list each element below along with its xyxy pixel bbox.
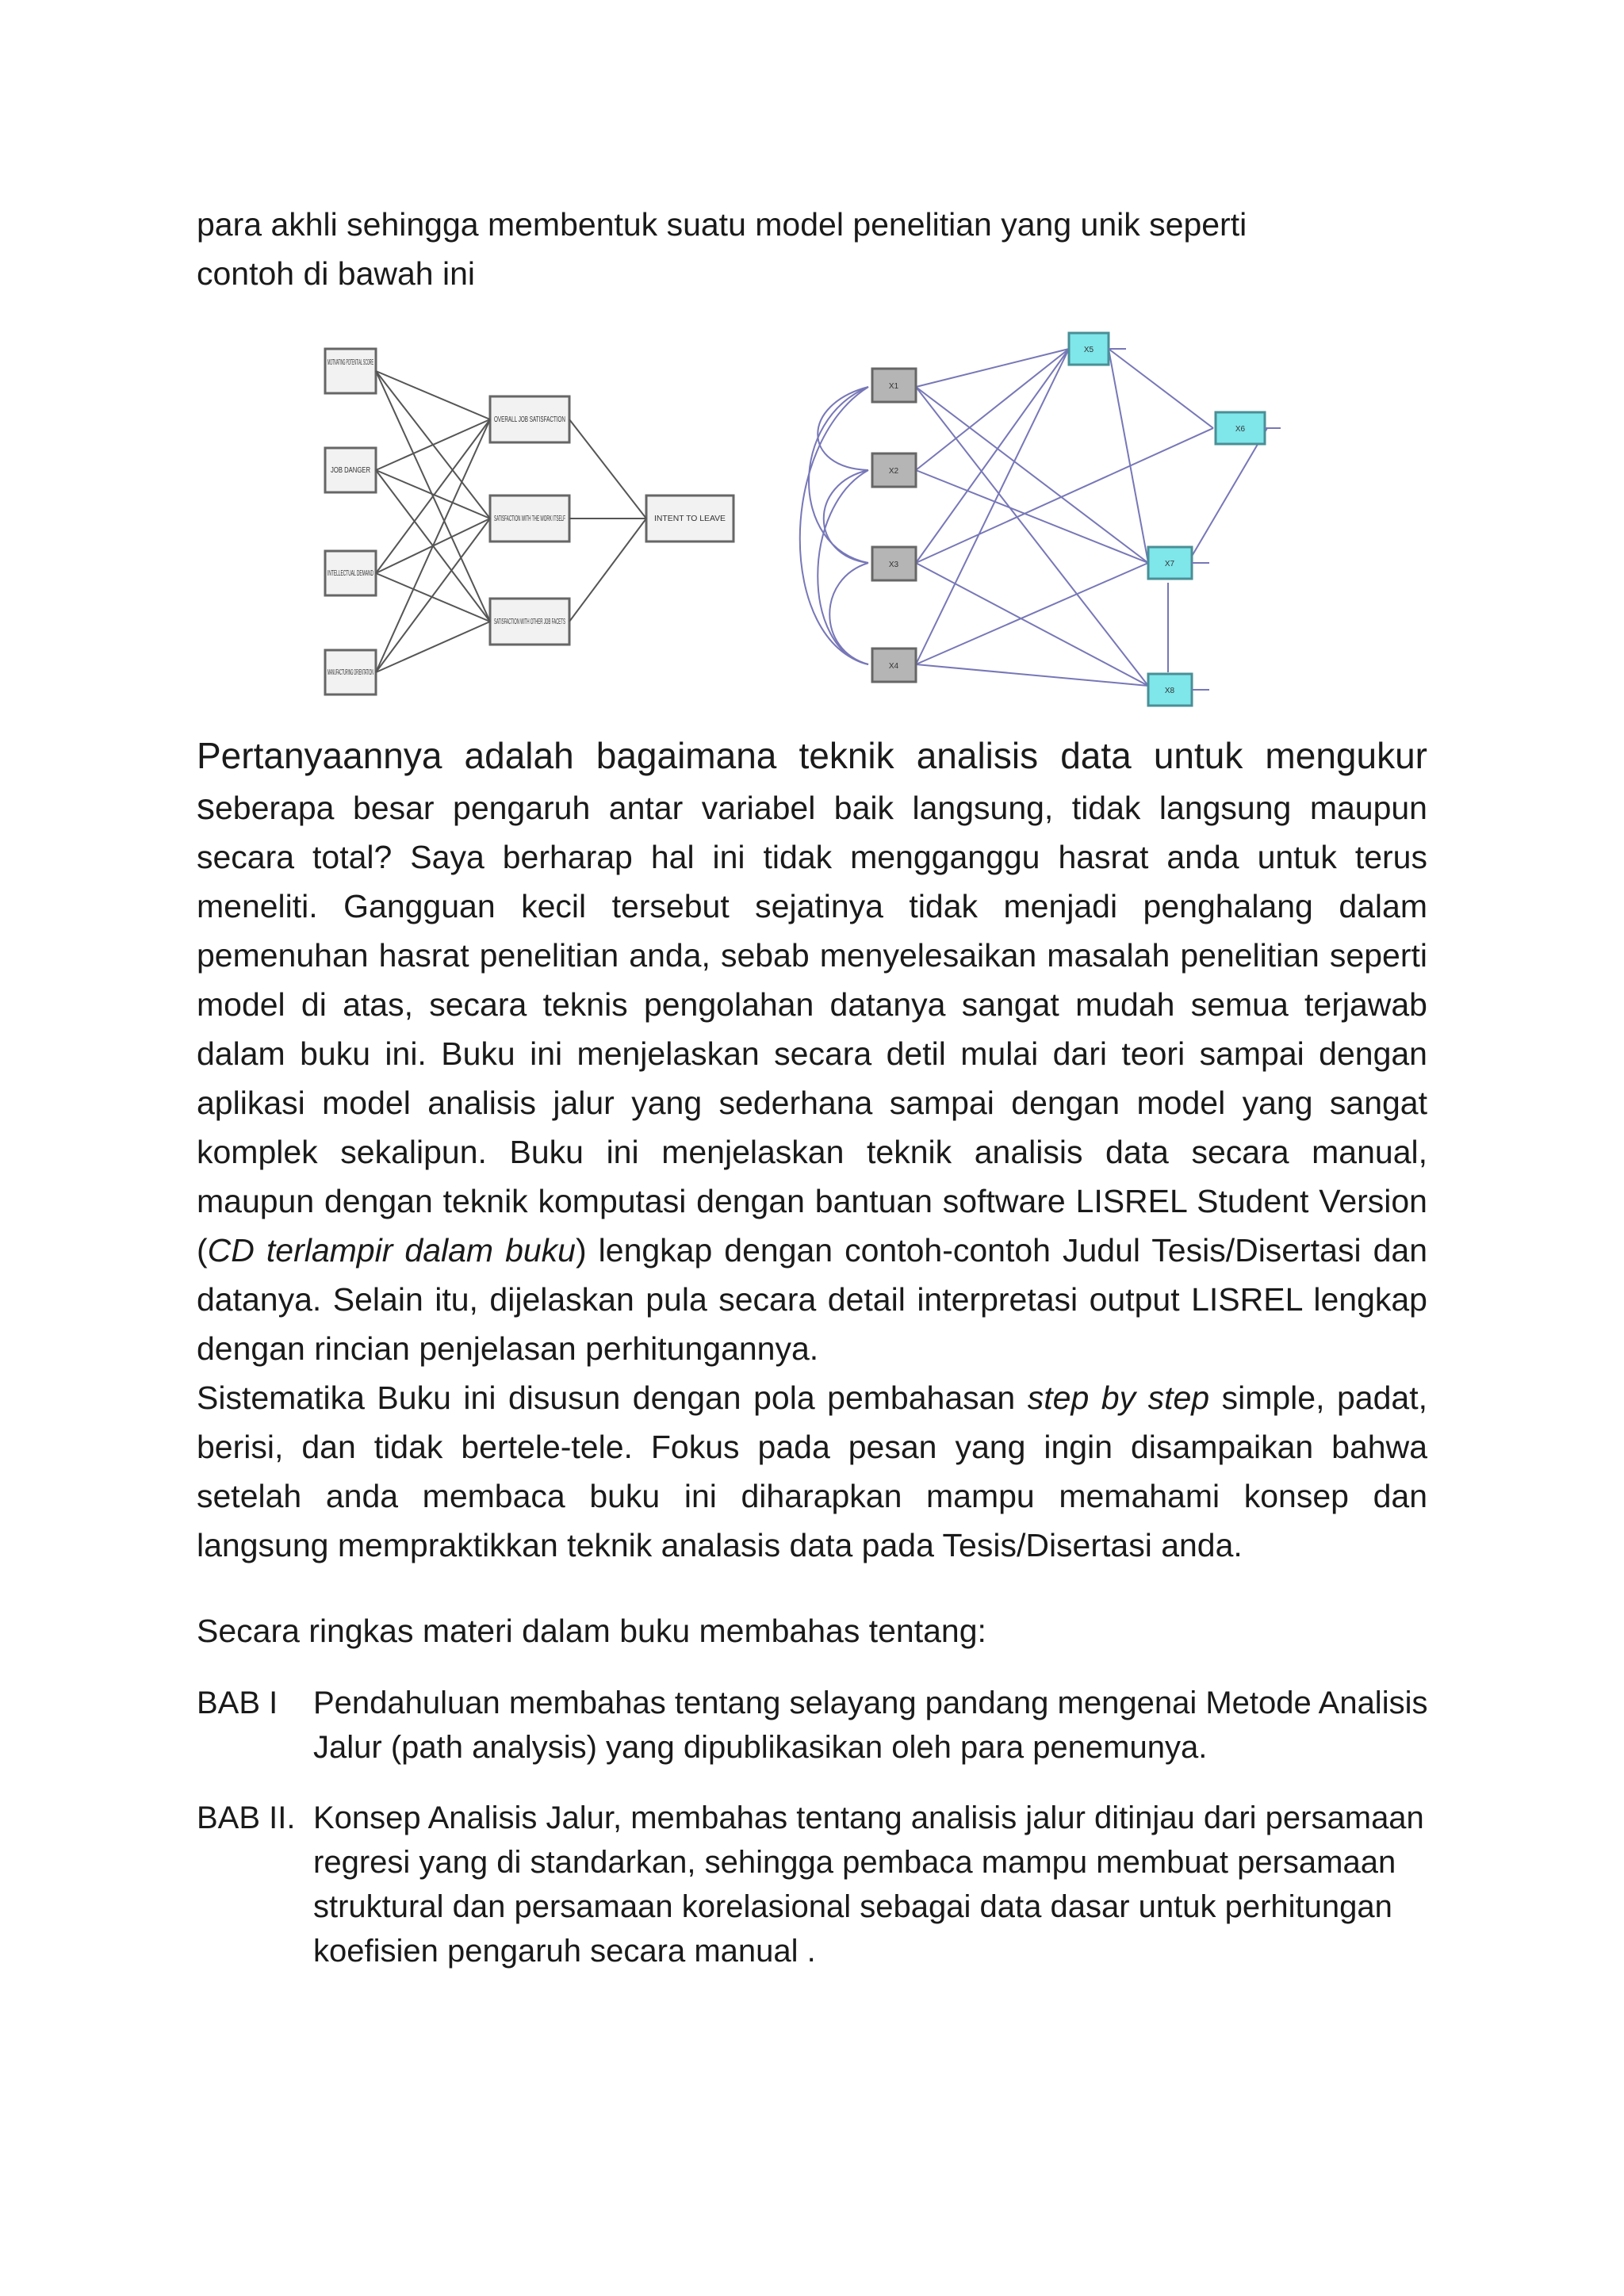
figure2-correlation-arcs bbox=[800, 387, 868, 664]
bab-1-text: Pendahuluan membahas tentang selayang pandang mengenai Metode Analisis Jalur (path analysis) yang dipublikasikan oleh para penemunya. bbox=[313, 1686, 1428, 1765]
question-italic-cd: CD terlampir dalam buku bbox=[207, 1232, 576, 1269]
question-part-4: simple, padat, berisi, dan tidak bertele-tele. Fokus pada pesan yang ingin disampaikan bahwa setelah anda membaca buku ini diharapkan mampu memahami konsep dan langsung mempraktikkan teknik analasis data pada Tesis/Disertasi anda. bbox=[197, 1380, 1427, 1563]
question-part-2: ) lengkap dengan contoh-contoh Judul Tesis/Disertasi dan datanya. Selain itu, dijelaskan pula secara detail interpretasi output LISREL lengkap dengan rincian penjelasan perhitungannya. bbox=[197, 1232, 1427, 1367]
label-motivating: MOTIVATING POTENTIAL SCORE bbox=[327, 358, 374, 367]
node-x5-label: X5 bbox=[1083, 346, 1094, 354]
label-overall: OVERALL JOB SATISFACTION bbox=[494, 415, 565, 424]
box-motivating-potential bbox=[325, 349, 376, 393]
question-lead: Pertanyaannya adalah bagaimana teknik analisis data untuk mengukur bbox=[197, 735, 1427, 776]
question-first-letter: s bbox=[197, 786, 215, 827]
intro-line-2: contoh di bawah ini bbox=[197, 255, 476, 292]
label-manufacturing: MANUFACTURING ORIENTATION bbox=[327, 668, 373, 677]
figure2-paths bbox=[916, 349, 1267, 686]
figure2-error-arrows bbox=[1109, 349, 1281, 690]
node-x1-label: X1 bbox=[888, 382, 899, 391]
intro-paragraph bbox=[197, 200, 1427, 298]
summary-intro: Secara ringkas materi dalam buku membahas tentang: bbox=[197, 1613, 986, 1649]
question-paragraph bbox=[197, 731, 1427, 1570]
node-x6-label: X6 bbox=[1235, 425, 1246, 434]
bab-1-item bbox=[197, 1681, 1434, 1770]
intro-line-1: para akhli sehingga membentuk suatu model penelitian yang unik seperti bbox=[197, 206, 1247, 243]
label-intent: INTENT TO LEAVE bbox=[654, 515, 726, 523]
bab-2-text: Konsep Analisis Jalur, membahas tentang analisis jalur ditinjau dari persamaan regresi yang di standarkan, sehingga pembaca mampu membuat persamaan struktural dan persamaan korelasional sebagai data dasar untuk perhitungan koefisien pengaruh secara manual . bbox=[313, 1800, 1424, 1969]
label-work-itself: SATISFACTION WITH THE WORK ITSELF bbox=[494, 515, 565, 523]
bab-2-item bbox=[197, 1796, 1434, 1973]
node-x3-label: X3 bbox=[888, 561, 899, 569]
bab-2-label: BAB II. bbox=[197, 1800, 296, 1835]
label-job-danger: JOB DANGER bbox=[331, 466, 370, 475]
bab-1-label: BAB I bbox=[197, 1686, 278, 1720]
question-part-1: eberapa besar pengaruh antar variabel baik langsung, tidak langsung maupun secara total? Saya berharap hal ini tidak mengganggu hasrat anda untuk terus meneliti. Gangguan kecil tersebut sejatinya tidak menjadi penghalang dalam pemenuhan hasrat penelitian anda, sebab menyelesaikan masalah penelitian seperti model di atas, secara teknis pengolahan datanya sangat mudah semua terjawab dalam buku ini. Buku ini menjelaskan secara detil mulai dari teori sampai dengan aplikasi model analisis jalur yang sederhana sampai dengan model yang sangat komplek sekalipun. Buku ini menjelaskan teknik analisis data secara manual, maupun dengan teknik komputasi dengan bantuan software LISREL Student Version ( bbox=[197, 790, 1427, 1269]
node-x2-label: X2 bbox=[888, 467, 899, 476]
node-x8-label: X8 bbox=[1164, 687, 1175, 695]
figure-path-model-2 bbox=[793, 325, 1332, 714]
question-part-3: Sistematika Buku ini disusun dengan pola pembahasan bbox=[197, 1380, 1028, 1416]
question-italic-step: step by step bbox=[1027, 1380, 1210, 1416]
node-x7-label: X7 bbox=[1164, 560, 1175, 568]
node-x4-label: X4 bbox=[888, 662, 899, 671]
figure-path-model-1 bbox=[317, 325, 745, 714]
label-intellectual: INTELLECTUAL DEMAND bbox=[327, 569, 373, 578]
label-other-facets: SATISFACTION WITH OTHER JOB FACETS bbox=[494, 618, 566, 626]
